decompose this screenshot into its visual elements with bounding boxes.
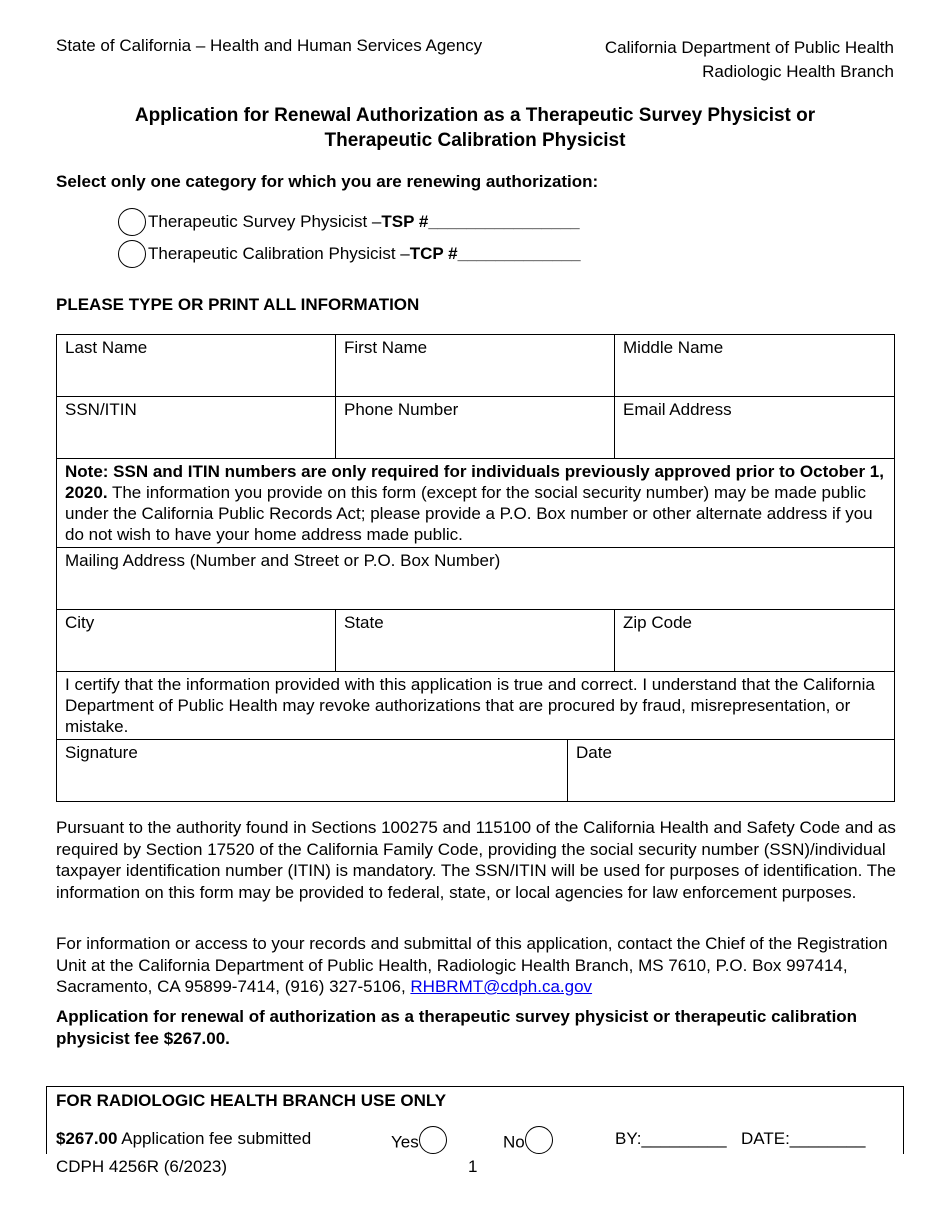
- yes-label: Yes: [391, 1132, 419, 1152]
- email-label: Email Address: [623, 400, 732, 419]
- last-name-label: Last Name: [65, 338, 148, 357]
- no-label: No: [503, 1132, 525, 1152]
- tsp-radio[interactable]: [118, 208, 146, 236]
- agency-name: State of California – Health and Human Services Agency: [56, 36, 483, 55]
- city-field[interactable]: [57, 610, 336, 672]
- print-instruction: PLEASE TYPE OR PRINT ALL INFORMATION: [56, 295, 420, 314]
- page-title: [40, 103, 910, 153]
- first-name-label: First Name: [344, 338, 428, 357]
- office-use-title: FOR RADIOLOGIC HEALTH BRANCH USE ONLY: [56, 1091, 447, 1110]
- applicant-form-table: [56, 334, 895, 802]
- state-label: State: [344, 613, 384, 632]
- title-line-1: Application for Renewal Authorization as a Therapeutic Survey Physicist or: [134, 105, 816, 126]
- ssn-privacy-note: [57, 459, 895, 548]
- category-option-tsp[interactable]: [118, 208, 580, 236]
- yes-radio[interactable]: [419, 1126, 447, 1154]
- mailing-address-label: Mailing Address (Number and Street or P.O. Box Number): [65, 551, 501, 570]
- tcp-radio[interactable]: [118, 240, 146, 268]
- middle-name-field[interactable]: [615, 335, 895, 397]
- signature-field[interactable]: [57, 740, 568, 802]
- branch-name: Radiologic Health Branch: [702, 62, 894, 81]
- certification-statement: I certify that the information provided with this application is true and correct. I understand that the California Department of Public Health may revoke authorizations that are procured by fraud, misrepresentation, or mistake.: [57, 672, 895, 740]
- note-text: The information you provide on this form (except for the social security number) may be made public under the California Public Records Act; please provide a P.O. Box number or other alternate address if you do not wish to have your home address made public.: [65, 483, 873, 544]
- fee-submitted: [56, 1129, 311, 1149]
- last-name-field[interactable]: [57, 335, 336, 397]
- phone-field[interactable]: [336, 397, 615, 459]
- tcp-number-blank[interactable]: _____________: [457, 244, 581, 263]
- note-bold-text: Note: SSN and ITIN numbers are only required for individuals previously approved prior to October 1, 2020.: [65, 462, 884, 502]
- contact-paragraph: [56, 933, 896, 998]
- mailing-address-field[interactable]: [57, 548, 895, 610]
- page-number: 1: [468, 1157, 478, 1176]
- zip-label: Zip Code: [623, 613, 692, 632]
- signature-label: Signature: [65, 743, 138, 762]
- zip-field[interactable]: [615, 610, 895, 672]
- fee-statement: Application for renewal of authorization as a therapeutic survey physicist or therapeutic calibration physicist fee $267.00.: [56, 1007, 858, 1048]
- fee-submitted-label: Application fee submitted: [117, 1129, 312, 1148]
- fee-amount: $267.00: [56, 1129, 118, 1148]
- form-id: CDPH 4256R (6/2023): [56, 1157, 228, 1176]
- yes-option[interactable]: [391, 1129, 447, 1157]
- tcp-label: Therapeutic Calibration Physicist –: [148, 244, 410, 263]
- office-use-box: [46, 1086, 904, 1154]
- office-date-field[interactable]: DATE:________: [741, 1129, 866, 1148]
- tcp-code: TCP #: [409, 244, 458, 263]
- date-label: Date: [576, 743, 612, 762]
- title-line-2: Therapeutic Calibration Physicist: [324, 130, 626, 151]
- category-option-tcp[interactable]: [118, 240, 581, 268]
- tsp-number-blank[interactable]: ________________: [428, 212, 580, 231]
- phone-label: Phone Number: [344, 400, 459, 419]
- first-name-field[interactable]: [336, 335, 615, 397]
- tsp-code: TSP #: [381, 212, 429, 231]
- ssn-itin-label: SSN/ITIN: [65, 400, 137, 419]
- department-block: [605, 36, 894, 84]
- department-name: California Department of Public Health: [604, 38, 894, 57]
- contact-email-link[interactable]: RHBRMT@cdph.ca.gov: [410, 977, 593, 996]
- ssn-itin-field[interactable]: [57, 397, 336, 459]
- city-label: City: [65, 613, 95, 632]
- middle-name-label: Middle Name: [623, 338, 724, 357]
- state-field[interactable]: [336, 610, 615, 672]
- date-field[interactable]: [568, 740, 895, 802]
- tsp-label: Therapeutic Survey Physicist –: [148, 212, 382, 231]
- authority-paragraph: Pursuant to the authority found in Sections 100275 and 115100 of the California Health and Safety Code and as required by Section 17520 of the California Family Code, providing the social security number (SSN)/individual taxpayer identification number (ITIN) is mandatory. The SSN/ITIN will be used for purposes of identification. The information on this form may be provided to federal, state, or local agencies for law enforcement purposes.: [56, 818, 896, 902]
- by-field[interactable]: BY:_________: [615, 1129, 727, 1148]
- no-option[interactable]: [503, 1129, 553, 1157]
- contact-text: For information or access to your records and submittal of this application, contact the Chief of the Registration Unit at the California Department of Public Health, Radiologic Health Branch, MS 7610, P.O. Box 997414, Sacramento, CA 95899-7414, (916) 327-5106,: [56, 934, 888, 996]
- no-radio[interactable]: [525, 1126, 553, 1154]
- email-field[interactable]: [615, 397, 895, 459]
- category-instruction: Select only one category for which you are renewing authorization:: [56, 172, 599, 191]
